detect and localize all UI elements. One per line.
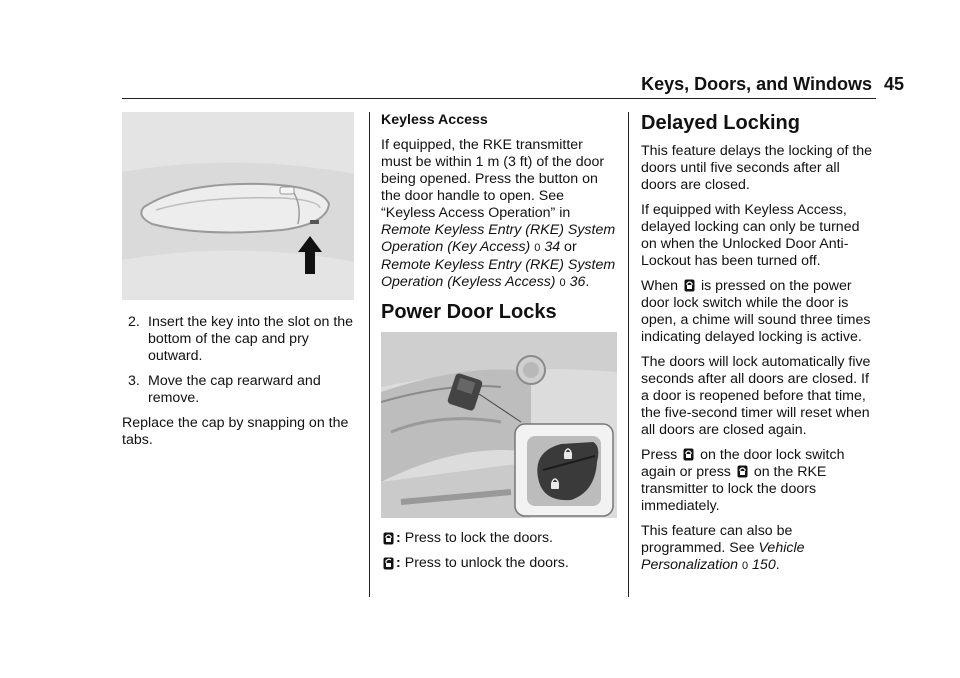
column-1 xyxy=(122,112,354,457)
door-handle-illustration xyxy=(122,112,354,300)
page-reference[interactable]: 34 xyxy=(544,239,561,255)
step-number: 2. xyxy=(128,314,140,330)
programming-text: This feature can also be programmed. See xyxy=(641,523,793,556)
delayed-locking-heading: Delayed Locking xyxy=(641,112,800,134)
lock-icon xyxy=(737,465,748,478)
column-3 xyxy=(641,112,877,583)
page-reference-icon: 0 xyxy=(741,560,749,572)
unlock-icon xyxy=(383,557,394,570)
column-2 xyxy=(381,112,617,580)
lock-icon xyxy=(683,448,694,461)
lock-icon xyxy=(383,532,394,545)
chime-paragraph xyxy=(641,278,877,346)
cross-reference-link[interactable]: Remote Keyless Entry (RKE) System Operation (Key Access) xyxy=(381,222,616,255)
page-reference[interactable]: 36 xyxy=(569,274,586,290)
lock-legend-text: Press to lock the doors. xyxy=(404,530,553,546)
page-reference-icon: 0 xyxy=(534,242,541,254)
period: . xyxy=(585,274,590,290)
press-text: Press xyxy=(641,447,678,463)
power-door-locks-heading: Power Door Locks xyxy=(381,301,557,323)
page-header xyxy=(0,66,960,106)
page-reference-icon: 0 xyxy=(559,277,566,289)
page-reference[interactable]: 150 xyxy=(752,557,776,573)
keyless-access-condition: If equipped with Keyless Access, delayed locking can only be turned on when the Unlocked Door Anti-Lockout has been turned off. xyxy=(641,202,860,269)
column-divider-left xyxy=(369,112,370,597)
programming-paragraph xyxy=(641,523,877,575)
switch-text: on the door lock switch again or press xyxy=(641,447,845,480)
step-text: Insert the key into the slot on the bottom of the cap and pry outward. xyxy=(148,314,354,364)
rke-text: on the RKE transmitter to lock the doors immediately. xyxy=(641,464,827,514)
keyless-text: If equipped, the RKE transmitter must be within 1 m (3 ft) of the door being opened. Press the button on the door handle to open. See “Keyless Access Operation” in xyxy=(381,137,605,221)
unlock-legend-text: Press to unlock the doors. xyxy=(404,555,569,571)
unlock-legend: : Press to unlock the doors. xyxy=(381,555,617,572)
lock-legend: : Press to lock the doors. xyxy=(381,530,617,547)
auto-lock-paragraph: The doors will lock automatically five seconds after all doors are closed. If a door is reopened before that time, the five-second timer will reset when all doors are closed again. xyxy=(641,354,871,438)
section-title: Keys, Doors, and Windows xyxy=(641,74,872,94)
when-text: When xyxy=(641,278,679,294)
lock-icon xyxy=(684,279,695,292)
step-text: Move the cap rearward and remove. xyxy=(148,373,321,406)
cross-reference-link[interactable]: Remote Keyless Entry (RKE) System Operation (Keyless Access) xyxy=(381,257,616,290)
period: . xyxy=(775,557,780,573)
keyless-access-paragraph xyxy=(381,137,617,292)
door-lock-switch-illustration xyxy=(381,332,617,518)
header-rule xyxy=(122,98,876,99)
keyless-access-heading: Keyless Access xyxy=(381,112,488,128)
replace-cap-paragraph: Replace the cap by snapping on the tabs. xyxy=(122,415,349,448)
immediate-lock-paragraph xyxy=(641,447,877,515)
cross-reference-link[interactable]: Vehicle Personalization xyxy=(641,540,805,573)
or-text: or xyxy=(560,239,577,255)
chime-text: is pressed on the power door lock switch while the door is open, a chime will sound three times indicating delayed locking is active. xyxy=(641,278,871,345)
step-3 xyxy=(128,373,354,407)
step-number: 3. xyxy=(128,373,140,389)
step-2 xyxy=(128,314,354,365)
delayed-locking-intro: This feature delays the locking of the doors until five seconds after all doors are closed. xyxy=(641,143,873,193)
page-number: 45 xyxy=(883,74,904,94)
column-divider-right xyxy=(628,112,629,597)
